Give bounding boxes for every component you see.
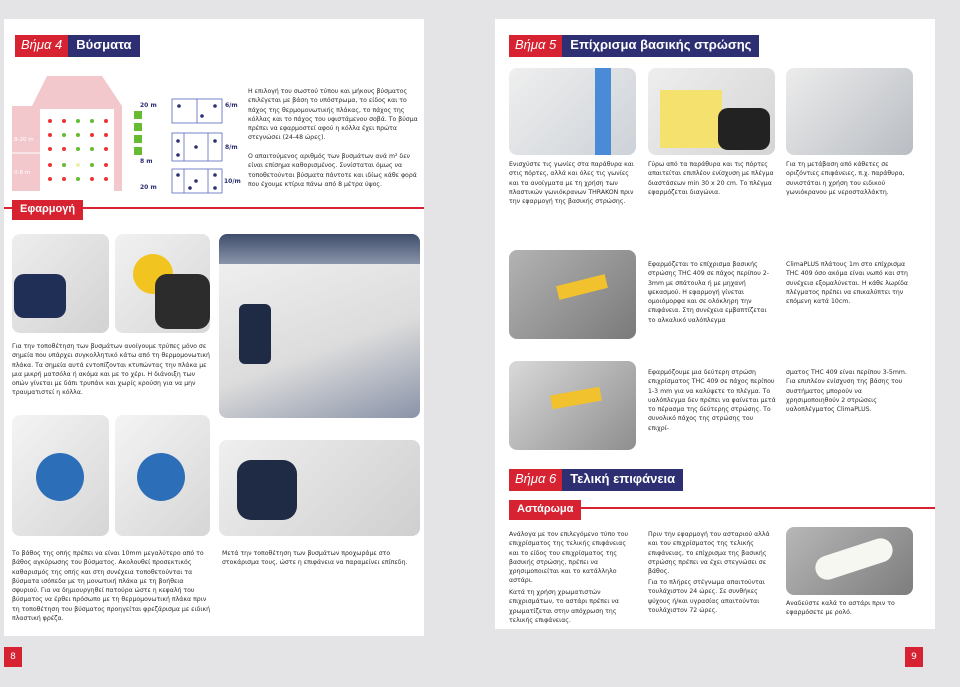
text-mesh-embed: ClimaPLUS πλάτους 1m στο επίχρισμα THC 409 όσο ακόμα είναι νωπό και στη συνέχεια εξομαλύνεται. Η κάθε λωρίδα πλέγματος πρέπει να επικαλύπτει την επόμενη κατά 10cm. bbox=[786, 261, 909, 306]
photo-mesh-diagonal bbox=[648, 68, 775, 155]
right-page bbox=[495, 19, 935, 629]
intro-text: Η επιλογή του σωστού τύπου και μήκους βύσματος επιλέγεται με βάση το υπόστρωμα, το είδος και το πάχος της θερμομονωτικής πλάκας, το πάχος της κόλλας και το πάχος του υφιστάμενου σοβά. Το βύσμα πρέπει να εφαρμοστεί αφού η κόλλα έχει πρώτα στεγνώσει (24-48 ώρες). bbox=[248, 88, 418, 142]
legend-green-2 bbox=[134, 123, 142, 131]
page-number-left: 8 bbox=[4, 647, 22, 667]
photo-drip-profile bbox=[786, 68, 913, 155]
step5-number: Βήμα 5 bbox=[509, 35, 562, 57]
text-mesh-windows: Γύρω από τα παράθυρα και τις πόρτες απαιτείται επιπλέον ενίσχυση με πλέγμα διαστάσεων min 30 x 20 cm. Το πλέγμα εφαρμόζεται διαγώνια. bbox=[648, 161, 774, 196]
g1-top-label: 20 m bbox=[140, 102, 157, 109]
application-label: Εφαρμογή bbox=[12, 200, 83, 220]
g2-bot-label: 10/m bbox=[224, 178, 241, 185]
diagram-svg bbox=[12, 71, 242, 196]
photo-anchor-2 bbox=[115, 415, 210, 536]
page-number-right: 9 bbox=[905, 647, 923, 667]
text-primer-type: Ανάλογα με τον επιλεγόμενο τύπο του επιχρίσματος της τελικής επιφάνειας και το είδος του επιχρίσματος της βασικής στρώσης, πρέπει να χρησιμοποιείται και το κατάλληλο αστάρι. bbox=[509, 531, 629, 585]
anchor-disc-2 bbox=[137, 453, 185, 501]
step5-title: Επίχρισμα βασικής στρώσης bbox=[562, 35, 759, 57]
trowel-shape-2 bbox=[550, 387, 602, 409]
mesh-patch bbox=[660, 90, 722, 148]
text-roller: Αναδεύστε καλά το αστάρι πριν το εφαρμόσετε με ρολό. bbox=[786, 600, 895, 617]
photo-filling bbox=[219, 440, 420, 536]
trowel-shape bbox=[556, 274, 608, 300]
anchor-pattern-diagram bbox=[12, 71, 242, 196]
text-second-coat: Εφαρμόζουμε μια δεύτερη στρώση επιχρίσματος THC 409 σε πάχος περίπου 1-3 mm για να καλύψετε το πλέγμα. Το υαλόπλεγμα δεν πρέπει να φαίνεται μετά το πέρασμα της δεύτερης στρώσης. Το συνολικό πάχος της στρώσης του επιχρί- bbox=[648, 369, 776, 432]
roller-shape bbox=[812, 535, 896, 583]
grid-dots bbox=[176, 104, 217, 190]
step4-header bbox=[15, 35, 140, 57]
legend-green-1 bbox=[134, 111, 142, 119]
roof-shape bbox=[32, 76, 122, 106]
text-corner-reinforce: Ενισχύστε τις γωνίες στα παράθυρα και στις πόρτες, αλλά και όλες τις γωνίες και τα ανοίγματα με τη χρήση των πλαστικών γωνιόκρανων THRAKON πριν την εφαρμογή της βασικής στρώσης. bbox=[509, 161, 634, 206]
text-total-thickness: σματος THC 409 είναι περίπου 3-5mm. Για επιπλέον ενίσχυση της βάσης του συστήματος μπορούν να χρησιμοποιηθούν 2 στρώσεις υαλοπλέγματος ClimaPLUS. bbox=[786, 369, 907, 414]
caption-depth: Το βάθος της οπής πρέπει να είναι 10mm μεγαλύτερο από το βάθος αγκύρωσης του βύσματος. Ακολουθεί προσεκτικός καθαρισμός της οπής και στη συνέχεια τοποθετούνται τα βύσματα ισόπεδα με τη μονωτική πλάκα με τη βοήθεια σφυριού. Για να δημιουργηθεί πατούρα ώστε η κεφαλή του βύσματος να έρθει πρόσωπο με τη θερμομονωτική πλάκα πριν τη τοποθέτηση του βύσματος προηγείται φρεζάρισμα με ειδική πλαστική φρέζα. bbox=[12, 550, 211, 623]
legend-green-3 bbox=[134, 135, 142, 143]
step6-number: Βήμα 6 bbox=[509, 469, 562, 491]
height-bottom-label: 0-8 m bbox=[14, 170, 31, 176]
g2-top-label: 6/m bbox=[225, 102, 238, 109]
step6-header bbox=[509, 469, 683, 491]
photo-roller bbox=[786, 527, 913, 595]
photo-wall-tap bbox=[12, 234, 109, 333]
text-primer-color: Κατά τη χρήση χρωματιστών επιχρισμάτων, το αστάρι πρέπει να χρωματίζεται στην απόχρωση της τελικής επιφάνειας. bbox=[509, 589, 619, 624]
hand-shape-2 bbox=[718, 108, 770, 150]
caption-filling: Μετά την τοποθέτηση των βυσμάτων προχωράμε στο στοκάρισμα τους, ώστε η επιφάνεια να παραμείνει επίπεδη. bbox=[222, 550, 408, 567]
sky-strip bbox=[219, 234, 420, 264]
photo-facade-anchors bbox=[219, 234, 420, 418]
text-base-coat: Εφαρμόζεται το επίχρισμα βασικής στρώσης THC 409 σε πάχος περίπου 2-3mm με σπάτουλα ή με μηχανή ψεκασμού. Η εφαρμογή γίνεται ομοιόμορφα και σε ολόκληρη την επιφάνεια. Στη συνέχεια εμβαπτίζεται το αλκαλικό υαλόπλεγμα bbox=[648, 261, 770, 324]
anchor-disc bbox=[36, 453, 84, 501]
photo-corner-profile bbox=[509, 68, 636, 155]
g1-bot-label: 20 m bbox=[140, 184, 157, 191]
hand-shape bbox=[14, 274, 66, 318]
text-drip-profile: Για τη μετάβαση από κάθετες σε οριζόντιες επιφάνειες, π.χ. παράθυρα, συνιστάται η χρήση του ειδικού γωνιόκρανου με νεροσταλλάκτη. bbox=[786, 161, 905, 196]
glove-shape bbox=[237, 460, 297, 520]
photo-second-coat bbox=[509, 361, 636, 450]
text-drying-time: Για το πλήρες στέγνωμα απαιτούνται τουλάχιστον 24 ώρες. Σε συνθήκες ψύχους ή/και υγρασίας απαιτούνται τουλάχιστον 72 ώρες. bbox=[648, 579, 765, 614]
step6-title: Τελική επιφάνεια bbox=[562, 469, 683, 491]
height-top-label: 8-20 m bbox=[14, 137, 34, 143]
step4-title: Βύσματα bbox=[68, 35, 139, 57]
text-drying: Πριν την εφαρμογή του ασταριού αλλά και του επιχρίσματος της τελικής επιφάνειας, το επίχρισμα της βασικής στρώσης πρέπει να έχει στεγνώσει σε βάθος. bbox=[648, 531, 770, 576]
g2-mid-label: 8/m bbox=[225, 144, 238, 151]
left-page bbox=[4, 19, 424, 636]
photo-drill-hole bbox=[115, 234, 210, 333]
photo-base-coat bbox=[509, 250, 636, 339]
step5-header bbox=[509, 35, 759, 57]
g1-mid-label: 8 m bbox=[140, 158, 153, 165]
profile-strip bbox=[595, 68, 611, 155]
photo-anchor-1 bbox=[12, 415, 109, 536]
drill-body bbox=[155, 274, 210, 329]
step4-number: Βήμα 4 bbox=[15, 35, 68, 57]
chimney bbox=[90, 81, 98, 99]
intro-text-2: Ο απαιτούμενος αριθμός των βυσμάτων ανά m² δεν είναι επίσημα καθορισμένος. Συνίσταται όμως να τοποθετούνται βύσματα πάντοτε και ιδίως κάθε φορά που έχουμε κτίρια πάνω από 8 μέτρα ύψος. bbox=[248, 153, 417, 188]
legend-green-4 bbox=[134, 147, 142, 155]
worker-arm bbox=[239, 304, 271, 364]
caption-drilling: Για την τοποθέτηση των βυσμάτων ανοίγουμε τρύπες μόνο σε σημεία που υπάρχει συγκολλητικό κάτω από τη θερμομονωτική πλάκα. Τα σημεία αυτά εντοπίζονται κτυπώντας την πλάκα με μια μικρή ματσόλα ή ακόμα και με το χέρι. Η διάνοιξη των οπών γίνεται με δάπι τρυπάνι και χωρίς κρούση για να μην τραυματιστεί η κόλλα. bbox=[12, 343, 210, 397]
primer-label: Αστάρωμα bbox=[509, 500, 581, 520]
